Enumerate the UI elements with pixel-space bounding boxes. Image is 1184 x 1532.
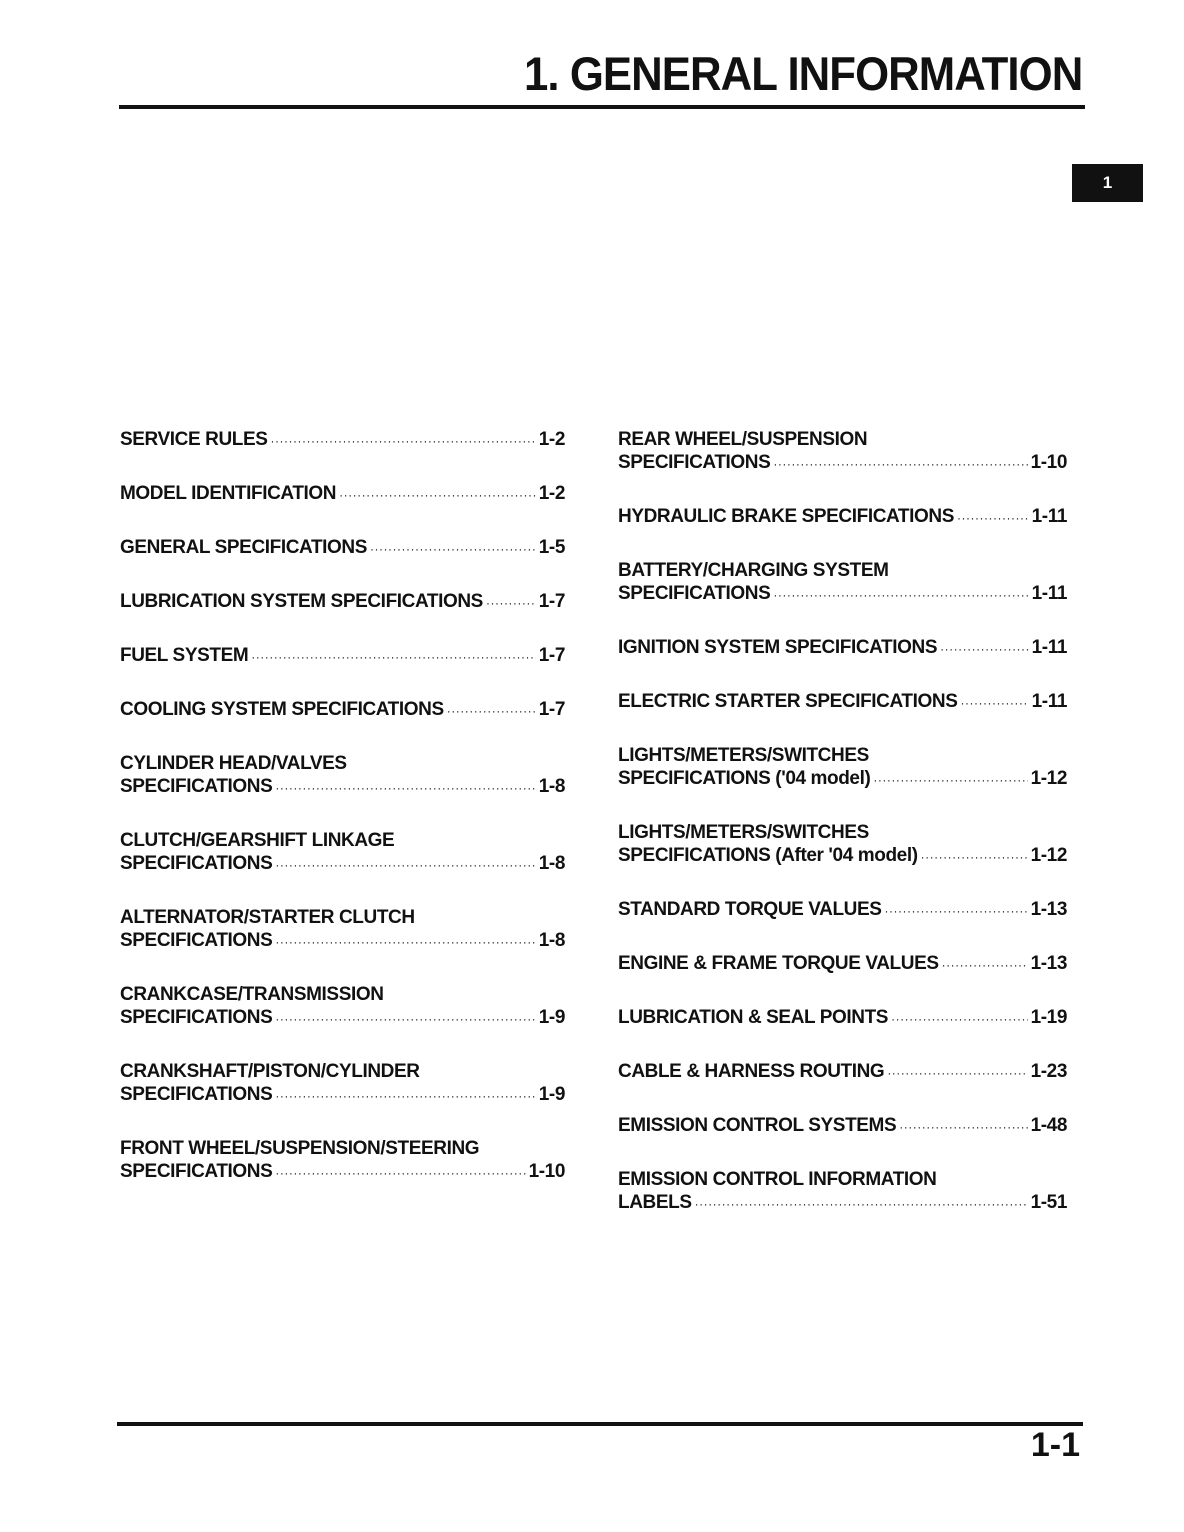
toc-page-number: 1-48 [1030, 1115, 1067, 1136]
page-title: 1. GENERAL INFORMATION [523, 47, 1082, 100]
toc-entry-title: IGNITION SYSTEM SPECIFICATIONS [618, 637, 938, 658]
toc-entry-title: FUEL SYSTEM [120, 645, 249, 666]
toc-entry-title: REAR WHEEL/SUSPENSION [618, 429, 868, 450]
toc-entry-title: STANDARD TORQUE VALUES [618, 899, 882, 920]
dot-leader [899, 1116, 1027, 1139]
toc-entry-title: ELECTRIC STARTER SPECIFICATIONS [618, 691, 958, 712]
dot-leader [251, 646, 535, 669]
toc-entry[interactable] [618, 1114, 1067, 1139]
toc-entry-title: CABLE & HARNESS ROUTING [618, 1061, 885, 1082]
toc-entry-title: GENERAL SPECIFICATIONS [120, 537, 368, 558]
toc-entry[interactable] [618, 1060, 1067, 1085]
dot-leader [960, 692, 1028, 715]
dot-leader [447, 700, 536, 723]
toc-entry-title: EMISSION CONTROL SYSTEMS [618, 1115, 897, 1136]
toc-entry-title: SERVICE RULES [120, 429, 268, 450]
toc-entry-title: SPECIFICATIONS [618, 583, 771, 604]
toc-page-number: 1-13 [1030, 899, 1067, 920]
toc-entry-title: COOLING SYSTEM SPECIFICATIONS [120, 699, 444, 720]
toc-entry[interactable] [120, 906, 565, 954]
toc-entry-title: SPECIFICATIONS [120, 930, 273, 951]
toc-entry-title: SPECIFICATIONS [120, 1007, 273, 1028]
toc-entry-title: ENGINE & FRAME TORQUE VALUES [618, 953, 939, 974]
toc-entry[interactable] [120, 752, 565, 800]
toc-entry[interactable] [618, 1006, 1067, 1031]
dot-leader [275, 931, 535, 954]
toc-entry[interactable] [618, 898, 1067, 923]
toc-page-number: 1-2 [538, 429, 565, 450]
dot-leader [486, 592, 536, 615]
toc-page-number: 1-51 [1030, 1192, 1067, 1213]
toc-entry-title: SPECIFICATIONS [120, 776, 273, 797]
dot-leader [370, 538, 536, 561]
dot-leader [921, 846, 1028, 869]
toc-entry-title: SPECIFICATIONS [120, 1161, 273, 1182]
toc-entry[interactable] [120, 536, 565, 561]
toc-entry-title: SPECIFICATIONS [618, 452, 771, 473]
toc-entry-title: LIGHTS/METERS/SWITCHES [618, 745, 869, 766]
toc-page-number: 1-7 [538, 591, 565, 612]
dot-leader [339, 484, 536, 507]
dot-leader [940, 638, 1028, 661]
toc-entry-title: CRANKSHAFT/PISTON/CYLINDER [120, 1061, 420, 1082]
toc-left-column [120, 428, 565, 1214]
toc-page-number: 1-9 [538, 1084, 565, 1105]
dot-leader [695, 1193, 1028, 1216]
toc-page-number: 1-12 [1030, 845, 1067, 866]
toc-entry-title: EMISSION CONTROL INFORMATION [618, 1169, 937, 1190]
toc-page-number: 1-13 [1030, 953, 1067, 974]
dot-leader [275, 1085, 535, 1108]
dot-leader [275, 777, 535, 800]
dot-leader [942, 954, 1028, 977]
toc-entry[interactable] [120, 644, 565, 669]
toc-entry[interactable] [120, 482, 565, 507]
section-tab[interactable]: 1 [1072, 164, 1143, 202]
toc-entry-title: LUBRICATION SYSTEM SPECIFICATIONS [120, 591, 483, 612]
toc-right-column [618, 428, 1067, 1245]
toc-entry[interactable] [120, 428, 565, 453]
toc-entry-title: SPECIFICATIONS ('04 model) [618, 768, 871, 789]
toc-entry[interactable] [120, 983, 565, 1031]
toc-entry[interactable] [618, 505, 1067, 530]
toc-entry[interactable] [618, 428, 1067, 476]
toc-page-number: 1-10 [1030, 452, 1067, 473]
toc-entry-title: LUBRICATION & SEAL POINTS [618, 1007, 889, 1028]
dot-leader [957, 507, 1029, 530]
toc-entry-title: CRANKCASE/TRANSMISSION [120, 984, 384, 1005]
toc-page-number: 1-11 [1031, 583, 1067, 604]
toc-entry-title: CLUTCH/GEARSHIFT LINKAGE [120, 830, 395, 851]
footer-divider [117, 1422, 1083, 1426]
toc-page-number: 1-12 [1030, 768, 1067, 789]
toc-page-number: 1-8 [538, 853, 565, 874]
toc-page-number: 1-11 [1031, 637, 1067, 658]
toc-entry-title: ALTERNATOR/STARTER CLUTCH [120, 907, 415, 928]
toc-entry-title: LIGHTS/METERS/SWITCHES [618, 822, 869, 843]
toc-entry[interactable] [618, 744, 1067, 792]
toc-entry[interactable] [120, 829, 565, 877]
toc-entry-title: FRONT WHEEL/SUSPENSION/STEERING [120, 1138, 480, 1159]
toc-page-number: 1-7 [538, 699, 565, 720]
toc-entry[interactable] [618, 952, 1067, 977]
toc-entry-title: BATTERY/CHARGING SYSTEM [618, 560, 889, 581]
dot-leader [885, 900, 1028, 923]
toc-page-number: 1-9 [538, 1007, 565, 1028]
toc-entry-title: CYLINDER HEAD/VALVES [120, 753, 347, 774]
dot-leader [275, 1162, 525, 1185]
dot-leader [891, 1008, 1027, 1031]
toc-page-number: 1-19 [1030, 1007, 1067, 1028]
toc-entry-title: SPECIFICATIONS [120, 853, 273, 874]
dot-leader [873, 769, 1027, 792]
toc-entry[interactable] [120, 1060, 565, 1108]
dot-leader [271, 430, 536, 453]
toc-entry[interactable] [120, 590, 565, 615]
toc-entry-title: SPECIFICATIONS [120, 1084, 273, 1105]
toc-page-number: 1-2 [538, 483, 565, 504]
toc-entry-title: SPECIFICATIONS (After '04 model) [618, 845, 918, 866]
title-divider [119, 105, 1085, 109]
dot-leader [773, 584, 1028, 607]
toc-page-number: 1-5 [538, 537, 565, 558]
toc-page-number: 1-11 [1031, 506, 1067, 527]
page-number: 1-1 [1030, 1426, 1080, 1464]
toc-entry[interactable] [120, 698, 565, 723]
toc-page-number: 1-10 [528, 1161, 565, 1182]
toc-entry[interactable] [120, 1137, 565, 1185]
toc-entry-title: LABELS [618, 1192, 692, 1213]
toc-page-number: 1-8 [538, 776, 565, 797]
dot-leader [275, 1008, 535, 1031]
dot-leader [275, 854, 535, 877]
toc-entry-title: MODEL IDENTIFICATION [120, 483, 337, 504]
toc-page-number: 1-8 [538, 930, 565, 951]
toc-entry[interactable] [618, 636, 1067, 661]
toc-entry[interactable] [618, 1168, 1067, 1216]
toc-page-number: 1-7 [538, 645, 565, 666]
toc-page-number: 1-11 [1031, 691, 1067, 712]
dot-leader [887, 1062, 1027, 1085]
toc-entry[interactable] [618, 821, 1067, 869]
dot-leader [773, 453, 1027, 476]
toc-entry-title: HYDRAULIC BRAKE SPECIFICATIONS [618, 506, 954, 527]
toc-entry[interactable] [618, 690, 1067, 715]
toc-entry[interactable] [618, 559, 1067, 607]
toc-page-number: 1-23 [1030, 1061, 1067, 1082]
